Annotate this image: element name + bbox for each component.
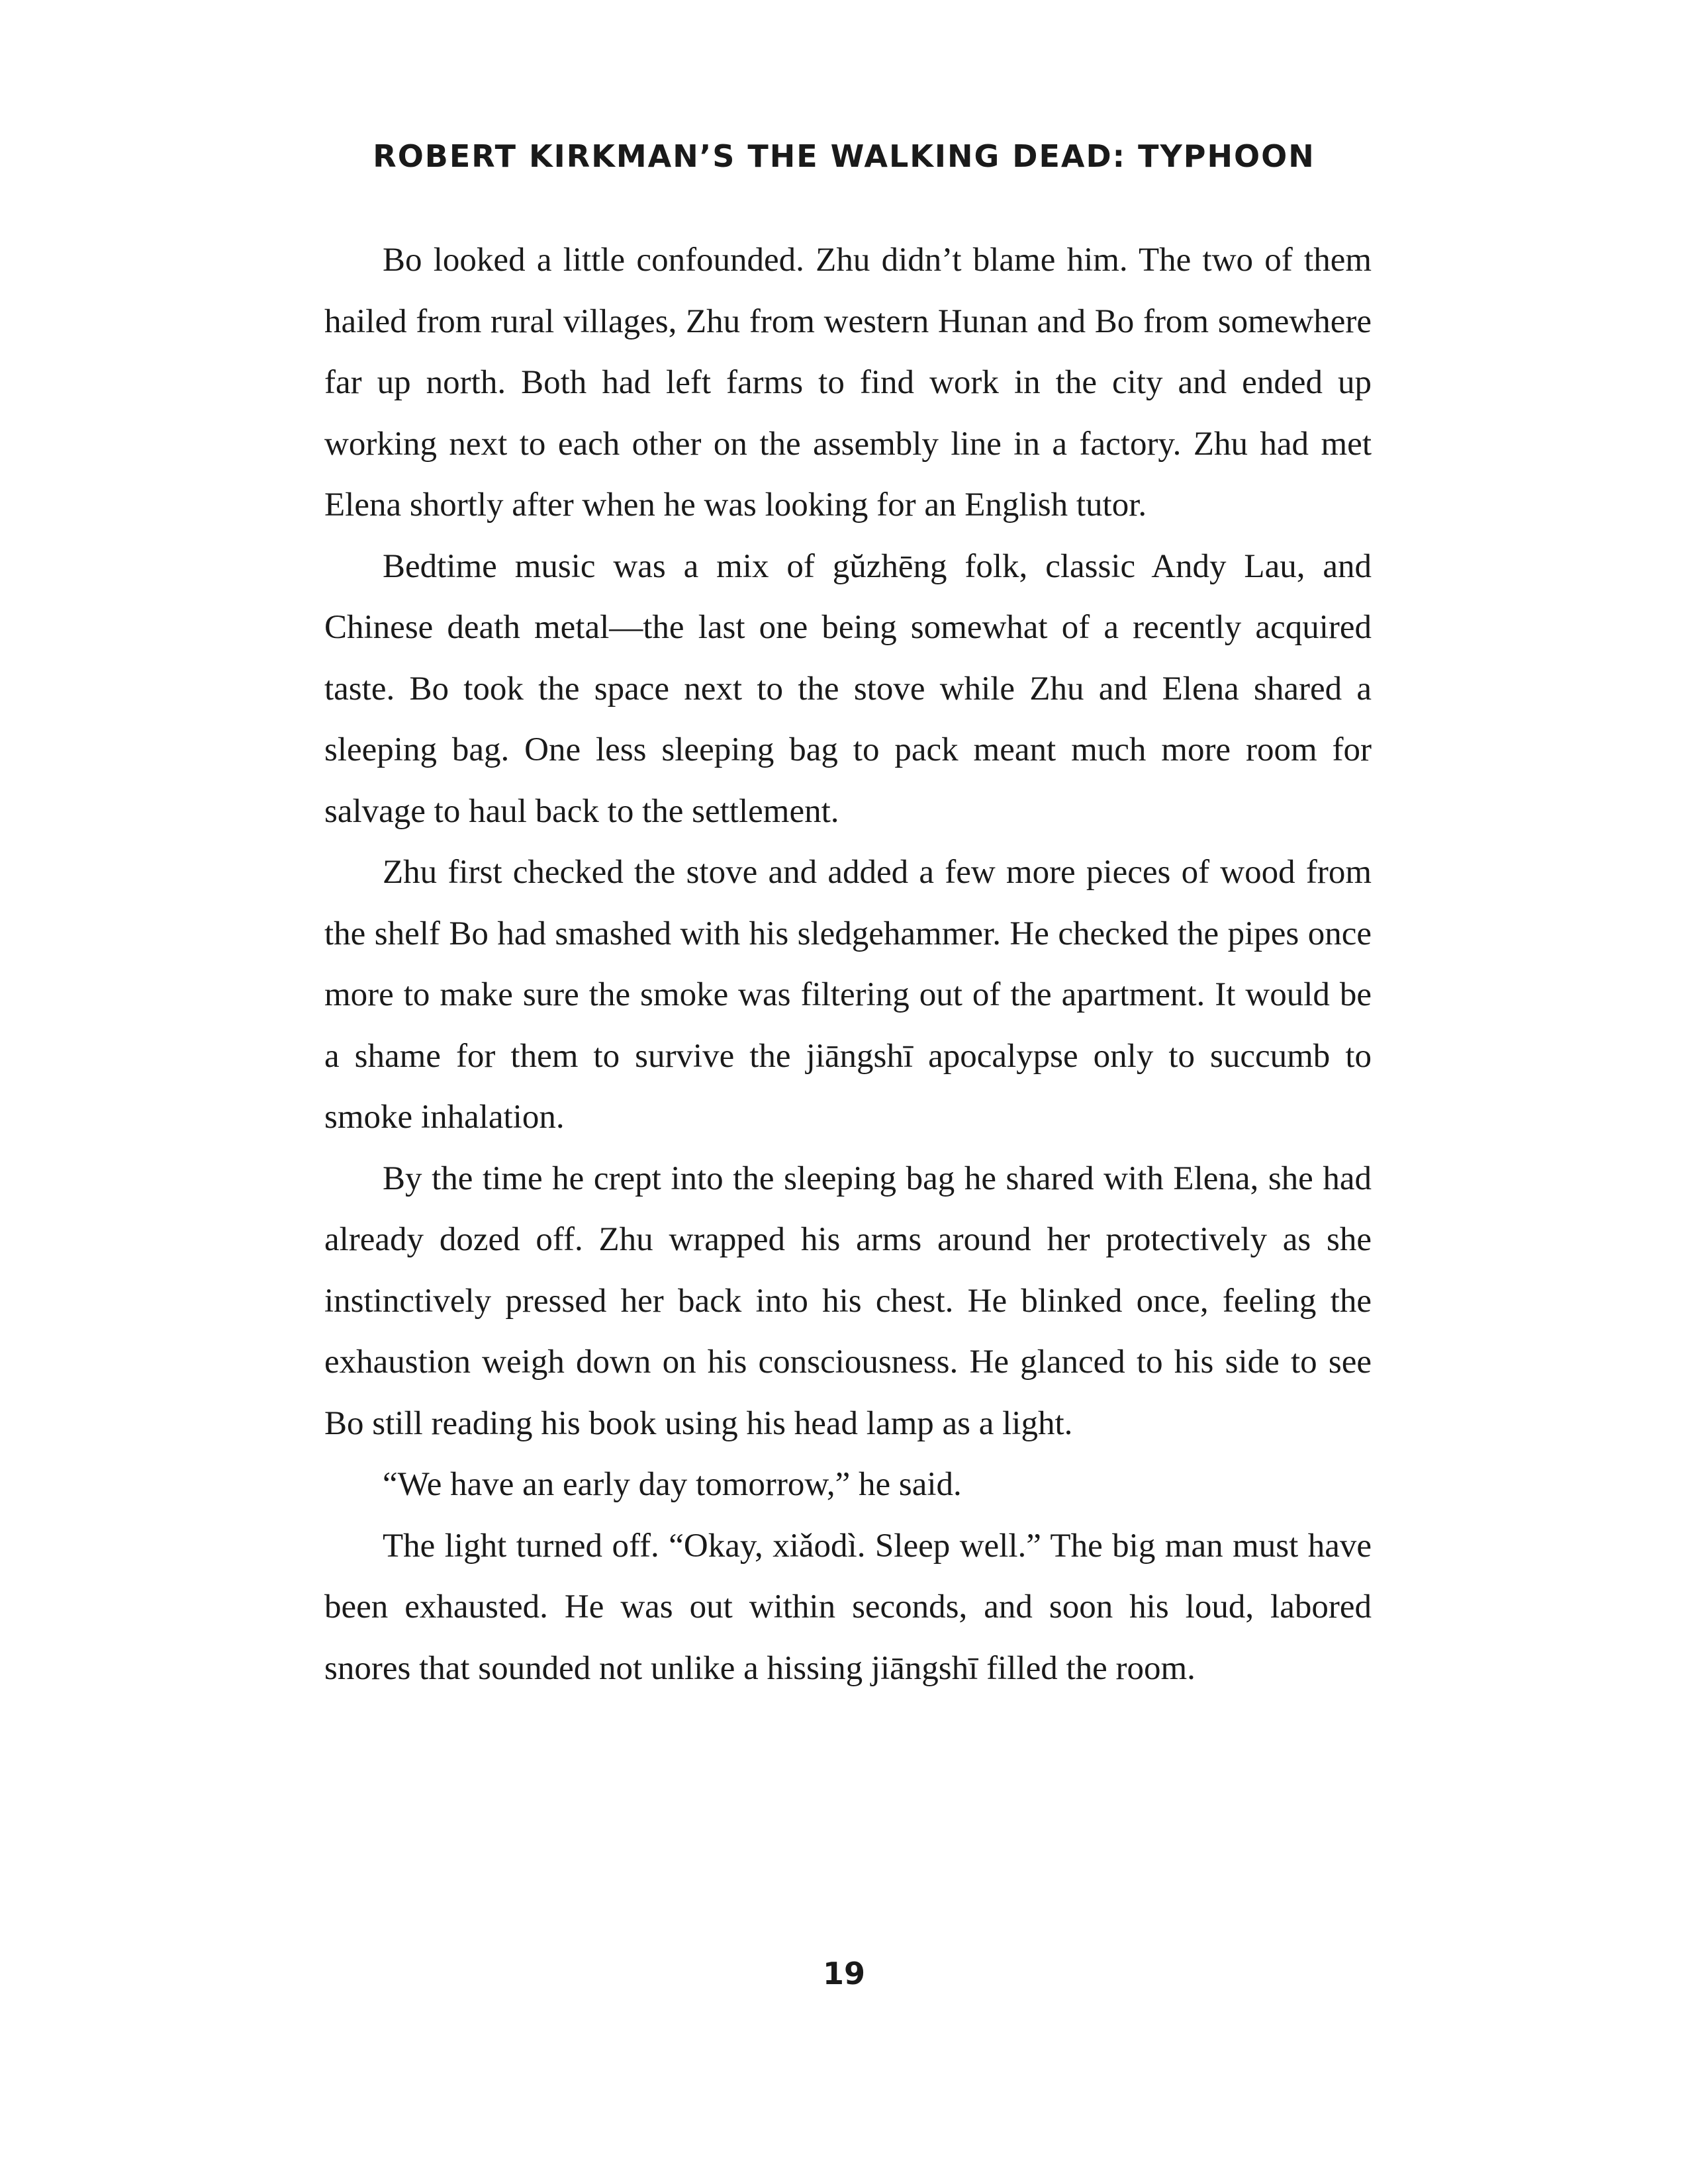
paragraph-5: “We have an early day tomorrow,” he said. xyxy=(383,1466,962,1503)
paragraph-6: The light turned off. “Okay, xiǎodì. Sleep well.” The big man must have been exhausted. He was out within seconds, and soon his loud, labored snores that sounded not unlike a hissing jiāngshī filled the room. xyxy=(324,1527,1372,1687)
body-text xyxy=(324,230,1372,1699)
page-number: 19 xyxy=(822,1956,865,1991)
paragraph-2: Bedtime music was a mix of gŭzhēng folk, classic Andy Lau, and Chinese death metal—the last one being somewhat of a recently acquired taste. Bo took the space next to the stove while Zhu and Elena shared a sleeping bag. One less sleeping bag to pack meant much more room for salvage to haul back to the settlement. xyxy=(324,547,1372,830)
paragraph-3: Zhu first checked the stove and added a few more pieces of wood from the shelf Bo had smashed with his sledgehammer. He checked the pipes once more to make sure the smoke was filtering out of the apartment. It would be a shame for them to survive the jiāngshī apocalypse only to succumb to smoke inhalation. xyxy=(324,854,1372,1136)
paragraph-4: By the time he crept into the sleeping bag he shared with Elena, she had already dozed off. Zhu wrapped his arms around her protectively as she instinctively pressed her back into his chest. He blinked once, feeling the exhaustion weigh down on his consciousness. He glanced to his side to see Bo still reading his book using his head lamp as a light. xyxy=(324,1160,1372,1442)
running-head-title: ROBERT KIRKMAN’S THE WALKING DEAD: TYPHOON xyxy=(373,138,1315,174)
paragraph-1: Bo looked a little confounded. Zhu didn’t blame him. The two of them hailed from rural villages, Zhu from western Hunan and Bo from somewhere far up north. Both had left farms to find work in the city and ended up working next to each other on the assembly line in a factory. Zhu had met Elena shortly after when he was looking for an English tutor. xyxy=(324,242,1372,523)
